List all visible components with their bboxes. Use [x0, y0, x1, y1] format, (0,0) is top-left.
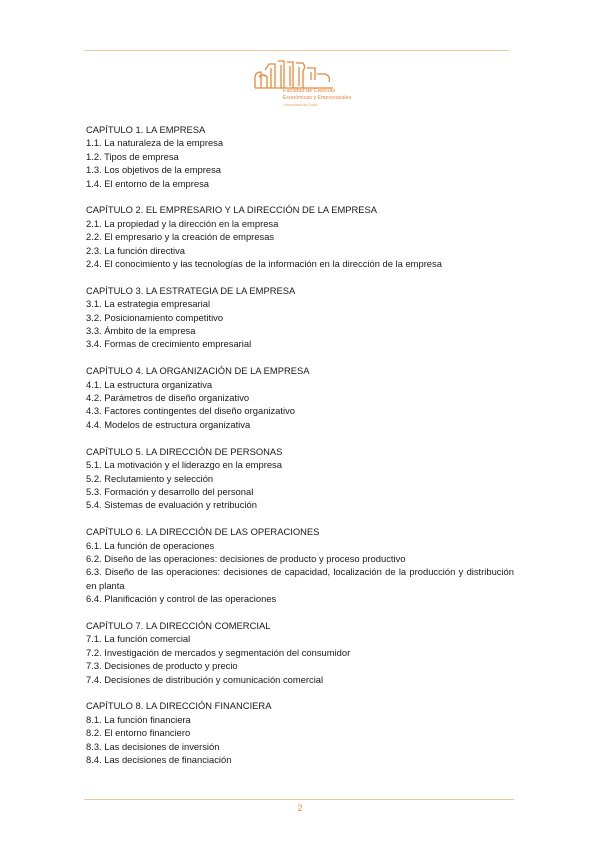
chapter-title: CAPÍTULO 6. LA DIRECCIÓN DE LAS OPERACIONES	[86, 526, 320, 538]
section-item: 2.3. La función directiva	[86, 244, 186, 256]
chapter-title: CAPÍTULO 3. LA ESTRATEGIA DE LA EMPRESA	[86, 284, 296, 296]
section-item: 6.2. Diseño de las operaciones: decisiones de producto y proceso productivo	[86, 552, 406, 564]
section-item: 7.2. Investigación de mercados y segmentación del consumidor	[86, 646, 351, 658]
faculty-building-icon	[253, 58, 339, 92]
section-item: 6.3. Diseño de las operaciones: decisiones de capacidad, localización de la producción y distribución en planta	[86, 566, 514, 591]
chapter-block	[86, 203, 514, 270]
section-item: 1.3. Los objetivos de la empresa	[86, 164, 221, 176]
section-item: 6.1. La función de operaciones	[86, 539, 215, 551]
section-item: 3.4. Formas de crecimiento empresarial	[86, 338, 252, 350]
section-item: 5.4. Sistemas de evaluación y retribución	[86, 499, 257, 511]
section-item: 1.1. La naturaleza de la empresa	[86, 137, 224, 149]
chapter-block	[86, 123, 514, 190]
section-item: 8.1. La función financiera	[86, 713, 191, 725]
section-item: 4.4. Modelos de estructura organizativa	[86, 418, 251, 430]
chapter-title: CAPÍTULO 8. LA DIRECCIÓN FINANCIERA	[86, 700, 272, 712]
section-item: 4.3. Factores contingentes del diseño organizativo	[86, 405, 295, 417]
section-item: 8.3. Las decisiones de inversión	[86, 740, 220, 752]
section-item: 4.2. Parámetros de diseño organizativo	[86, 392, 250, 404]
chapter-title: CAPÍTULO 2. EL EMPRESARIO Y LA DIRECCIÓN DE LA EMPRESA	[86, 204, 378, 216]
section-item: 6.4. Planificación y control de las operaciones	[86, 593, 277, 605]
section-item: 2.1. La propiedad y la dirección en la empresa	[86, 217, 279, 229]
section-item: 5.1. La motivación y el liderazgo en la empresa	[86, 459, 282, 471]
section-item: 3.1. La estrategia empresarial	[86, 298, 211, 310]
section-item: 7.1. La función comercial	[86, 633, 191, 645]
section-item: 2.2. El empresario y la creación de empresas	[86, 231, 275, 243]
section-item: 1.2. Tipos de empresa	[86, 150, 179, 162]
section-item: 3.2. Posicionamiento competitivo	[86, 311, 224, 323]
chapter-block	[86, 284, 514, 351]
chapter-title: CAPÍTULO 4. LA ORGANIZACIÓN DE LA EMPRESA	[86, 365, 310, 377]
footer-rule	[84, 799, 514, 800]
section-item: 5.3. Formación y desarrollo del personal	[86, 485, 254, 497]
chapter-block	[86, 364, 514, 431]
section-item: 1.4. El entorno de la empresa	[86, 177, 209, 189]
chapter-block	[86, 525, 514, 605]
faculty-logo	[253, 58, 352, 114]
chapter-block	[86, 445, 514, 512]
section-item: 2.4. El conocimiento y las tecnologías de la información en la dirección de la empresa	[86, 258, 442, 270]
logo-faculty-name: Facultad de Ciencias	[283, 88, 336, 94]
section-item: 7.3. Decisiones de producto y precio	[86, 660, 238, 672]
section-item: 4.1. La estructura organizativa	[86, 378, 213, 390]
chapter-block	[86, 699, 514, 766]
section-item: 5.2. Reclutamiento y selección	[86, 472, 214, 484]
chapter-title: CAPÍTULO 7. LA DIRECCIÓN COMERCIAL	[86, 619, 271, 631]
header-rule	[84, 50, 509, 51]
chapter-title: CAPÍTULO 5. LA DIRECCIÓN DE PERSONAS	[86, 445, 283, 457]
logo-faculty-subtitle: Económicas y Empresariales	[283, 95, 352, 101]
section-item: 3.3. Ámbito de la empresa	[86, 325, 196, 337]
section-item: 8.4. Las decisiones de financiación	[86, 753, 232, 765]
table-of-contents	[86, 123, 514, 780]
section-item: 8.2. El entorno financiero	[86, 727, 191, 739]
section-item: 7.4. Decisiones de distribución y comunicación comercial	[86, 673, 324, 685]
page-number: 2	[297, 803, 303, 813]
chapter-block	[86, 619, 514, 686]
chapter-title: CAPÍTULO 1. LA EMPRESA	[86, 124, 206, 135]
logo-university-name: Universidad de Cádiz	[283, 103, 318, 107]
